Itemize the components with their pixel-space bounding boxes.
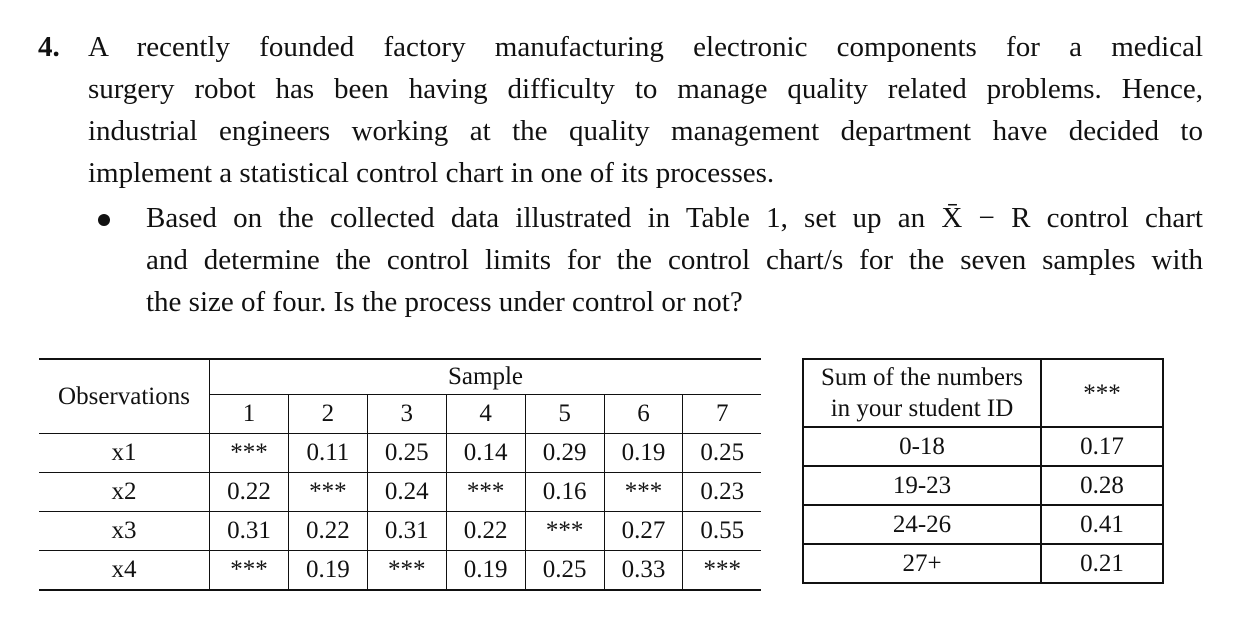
observations-header: Observations: [39, 359, 210, 434]
cell: ***: [604, 473, 683, 512]
table-row: [39, 473, 761, 512]
table-row: [803, 505, 1163, 544]
cell: ***: [288, 473, 367, 512]
sum-header-line: Sum of the numbers: [820, 364, 1024, 391]
question-line: surgery robot has been having difficulty to manage quality related problems. Hence,: [88, 73, 1203, 105]
cell: 0.22: [288, 512, 367, 551]
cell: 0.19: [288, 551, 367, 591]
cell: 0.25: [683, 434, 761, 473]
cell: 0.22: [446, 512, 525, 551]
row-label: x4: [39, 551, 210, 591]
sample-number: 3: [367, 395, 446, 434]
cell: 0.33: [604, 551, 683, 591]
sample-number: 5: [525, 395, 604, 434]
cell: 0.22: [210, 473, 289, 512]
table-row: [39, 551, 761, 591]
bullet-line: Based on the collected data illustrated in Table 1, set up an X̄ − R control chart: [146, 202, 1203, 234]
sum-header-line: in your student ID: [830, 395, 1014, 422]
cell: 0.25: [525, 551, 604, 591]
bullet-line: the size of four. Is the process under control or not?: [146, 286, 743, 318]
sample-number: 2: [288, 395, 367, 434]
cell: 0.24: [367, 473, 446, 512]
table-row: [39, 434, 761, 473]
sample-number: 7: [683, 395, 761, 434]
row-label: x1: [39, 434, 210, 473]
question-number: 4.: [38, 31, 60, 63]
range-cell: 0-18: [803, 427, 1041, 466]
cell: 0.27: [604, 512, 683, 551]
row-label: x3: [39, 512, 210, 551]
bullet-text: [146, 197, 1203, 323]
row-label: x2: [39, 473, 210, 512]
bullet-icon: [98, 214, 110, 226]
cell: 0.23: [683, 473, 761, 512]
value-cell: 0.41: [1041, 505, 1163, 544]
sample-number: 6: [604, 395, 683, 434]
value-cell: 0.28: [1041, 466, 1163, 505]
question-line: industrial engineers working at the quality management department have decided to: [88, 115, 1203, 147]
table-row: [803, 544, 1163, 583]
cell: 0.29: [525, 434, 604, 473]
sum-header: [803, 359, 1041, 427]
cell: ***: [683, 551, 761, 591]
cell: 0.25: [367, 434, 446, 473]
table-row: [803, 466, 1163, 505]
table-row: [803, 427, 1163, 466]
cell: ***: [525, 512, 604, 551]
range-cell: 24-26: [803, 505, 1041, 544]
cell: 0.19: [604, 434, 683, 473]
bullet-line: and determine the control limits for the control chart/s for the seven samples with: [146, 244, 1203, 276]
sample-number: 1: [210, 395, 289, 434]
value-header: ***: [1041, 359, 1163, 427]
question-paragraph: [88, 26, 1203, 194]
value-cell: 0.17: [1041, 427, 1163, 466]
value-cell: 0.21: [1041, 544, 1163, 583]
cell: ***: [446, 473, 525, 512]
cell: 0.31: [367, 512, 446, 551]
cell: ***: [367, 551, 446, 591]
cell: ***: [210, 551, 289, 591]
question-line: A recently founded factory manufacturing electronic components for a medical: [88, 31, 1203, 63]
cell: 0.14: [446, 434, 525, 473]
question-line: implement a statistical control chart in one of its processes.: [88, 157, 775, 189]
cell: 0.11: [288, 434, 367, 473]
cell: 0.31: [210, 512, 289, 551]
cell: 0.19: [446, 551, 525, 591]
range-cell: 27+: [803, 544, 1041, 583]
student-id-table: [802, 358, 1164, 584]
sample-group-header: Sample: [210, 359, 762, 395]
range-cell: 19-23: [803, 466, 1041, 505]
cell: 0.55: [683, 512, 761, 551]
cell: ***: [210, 434, 289, 473]
table-row: [39, 512, 761, 551]
observations-table: [39, 358, 761, 591]
sample-number: 4: [446, 395, 525, 434]
cell: 0.16: [525, 473, 604, 512]
